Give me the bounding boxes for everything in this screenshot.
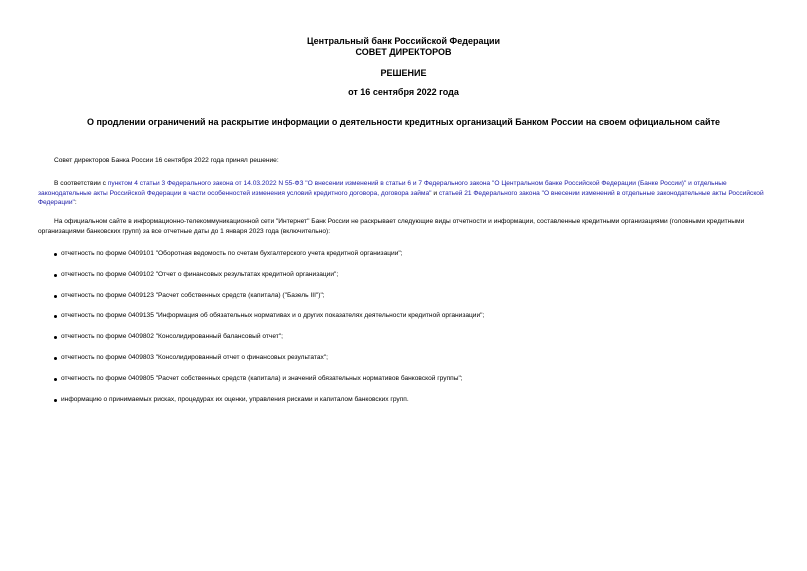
legal-prefix: В соответствии с (54, 180, 108, 187)
list-item (54, 270, 774, 291)
board-name: СОВЕТ ДИРЕКТОРОВ (355, 47, 452, 57)
document-type: РЕШЕНИЕ (380, 68, 427, 78)
legal-link-article-21[interactable]: статьей 21 Федерального закона "О внесении изменений в отдельные законодательные акты Российской Федерации" (38, 189, 764, 206)
list-item-text: отчетность по форме 0409802 "Консолидированный балансовый отчет"; (61, 333, 283, 341)
bullet-icon (54, 357, 57, 360)
list-item-text: отчетность по форме 0409102 "Отчет о финансовых результатах кредитной организации"; (61, 270, 339, 278)
list-item (54, 332, 774, 353)
legal-link-law-55fz[interactable]: пунктом 4 статьи 3 Федерального закона от 14.03.2022 N 55-ФЗ "О внесении изменений в статьи 6 и 7 Федерального закона "О Центральном банке Российской Федерации (Банке России)" и отдельные законодательные акты Российской Федерации в части особенностей изменения условий кредитного договора, договора займа" (38, 180, 727, 197)
list-item (54, 353, 774, 374)
document-subject: О продлении ограничений на раскрытие информации о деятельности кредитных организаций Банком России на своем официальном сайте (86, 117, 720, 127)
intro-paragraph: Совет директоров Банка России 16 сентября 2022 года принял решение: (54, 157, 279, 164)
list-item-text: информацию о принимаемых рисках, процедурах их оценки, управления рисками и капиталом банковских групп. (61, 395, 409, 403)
list-item-text: отчетность по форме 0409803 "Консолидированный отчет о финансовых результатах"; (61, 353, 328, 361)
list-item-text: отчетность по форме 0409135 "Информация об обязательных нормативах и о других показателях деятельности кредитной организации"; (61, 312, 485, 320)
list-item-text: отчетность по форме 0409123 "Расчет собственных средств (капитала) ("Базель III")"; (61, 291, 325, 299)
disclosure-paragraph: На официальном сайте в информационно-телекоммуникационной сети "Интернет" Банк России не раскрывает следующие виды отчетности и информации, составленные кредитными организациями (головными кредитными организациями банковских групп) за все отчетные даты до 1 января 2023 года (включительно): (38, 218, 745, 235)
legal-middle: и (431, 189, 439, 197)
list-item (54, 311, 774, 332)
list-item (54, 249, 774, 270)
list-item (54, 291, 774, 312)
bullet-icon (54, 315, 57, 318)
legal-basis-paragraph (38, 179, 772, 208)
bullet-icon (54, 253, 57, 256)
bullet-icon (54, 295, 57, 298)
document-date: от 16 сентября 2022 года (348, 87, 459, 97)
list-item (54, 395, 774, 416)
legal-suffix: : (74, 199, 77, 206)
list-item-text: отчетность по форме 0409101 "Оборотная ведомость по счетам бухгалтерского учета кредитной организации"; (61, 250, 403, 257)
list-item (54, 374, 774, 395)
bullet-icon (54, 336, 57, 339)
organization-name: Центральный банк Российской Федерации (306, 36, 501, 46)
bullet-icon (54, 378, 57, 381)
report-list (54, 249, 774, 415)
list-item-text: отчетность по форме 0409805 "Расчет собственных средств (капитала) и значений обязательных нормативов банковской группы"; (61, 374, 463, 382)
bullet-icon (54, 399, 57, 402)
bullet-icon (54, 274, 57, 277)
